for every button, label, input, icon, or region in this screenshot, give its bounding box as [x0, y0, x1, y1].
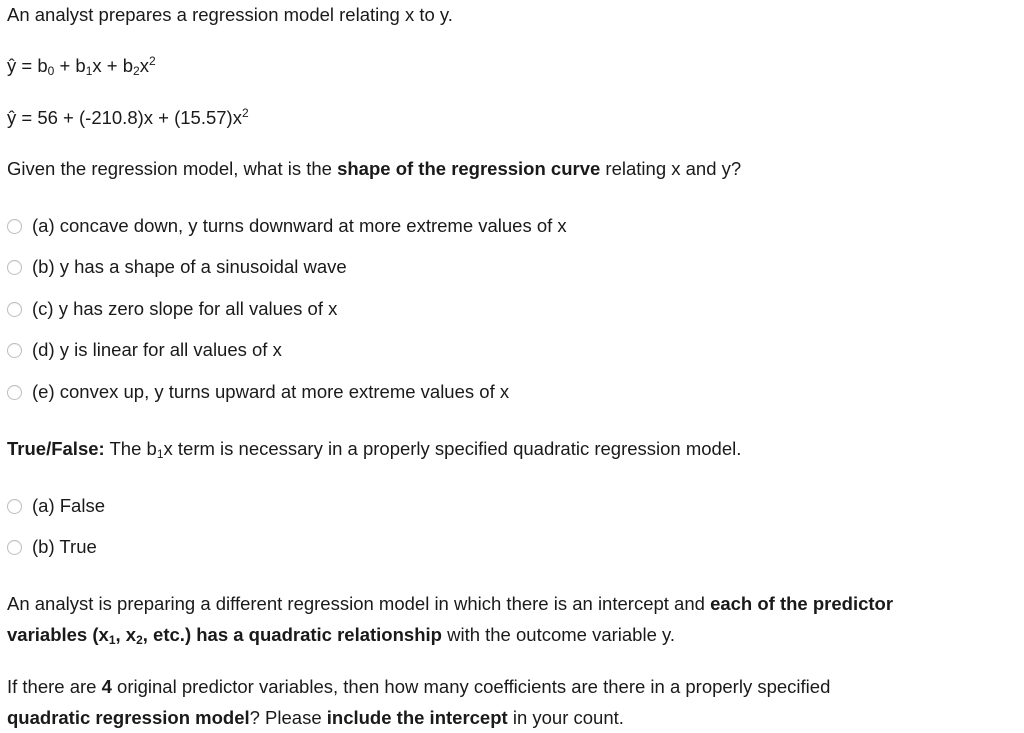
question-4-line-2: quadratic regression model? Please include the intercept in your count. [7, 707, 624, 728]
q1-option-a[interactable]: (a) concave down, y turns downward at more extreme values of x [7, 215, 567, 237]
q1-option-d[interactable]: (d) y is linear for all values of x [7, 339, 282, 361]
q2-option-a[interactable]: (a) False [7, 495, 105, 517]
q1-option-c[interactable]: (c) y has zero slope for all values of x [7, 298, 337, 320]
q2-option-b[interactable]: (b) True [7, 536, 97, 558]
radio-button[interactable] [7, 499, 22, 514]
radio-button[interactable] [7, 343, 22, 358]
q1-option-e[interactable]: (e) convex up, y turns upward at more extreme values of x [7, 381, 509, 403]
fitted-equation: ŷ = $56 + (-210.8)x + (15.57)x^2$ [7, 106, 249, 128]
question-4-line-1: If there are 4 original predictor variables, then how many coefficients are there in a properly specified [7, 676, 831, 697]
question-3-line-2: variables ($x_1$, $x_2$, etc.) has a quadratic relationship with the outcome variable y. [7, 624, 676, 647]
radio-button[interactable] [7, 219, 22, 234]
question-3-line-1: An analyst is preparing a different regression model in which there is an intercept and each of the predictor [7, 593, 894, 614]
question-1: Given the regression model, what is the shape of the regression curve relating x and y? [7, 158, 742, 179]
question-2: True/False: The $b_1x$ term is necessary in a properly specified quadratic regression model. [7, 438, 742, 461]
radio-button[interactable] [7, 302, 22, 317]
radio-button[interactable] [7, 385, 22, 400]
general-equation: ŷ = $b_0 + b_1x + b_2x^2$ [7, 54, 156, 78]
radio-button[interactable] [7, 260, 22, 275]
radio-button[interactable] [7, 540, 22, 555]
intro-text: An analyst prepares a regression model relating x to y. [7, 4, 453, 25]
q1-option-b[interactable]: (b) y has a shape of a sinusoidal wave [7, 256, 347, 278]
